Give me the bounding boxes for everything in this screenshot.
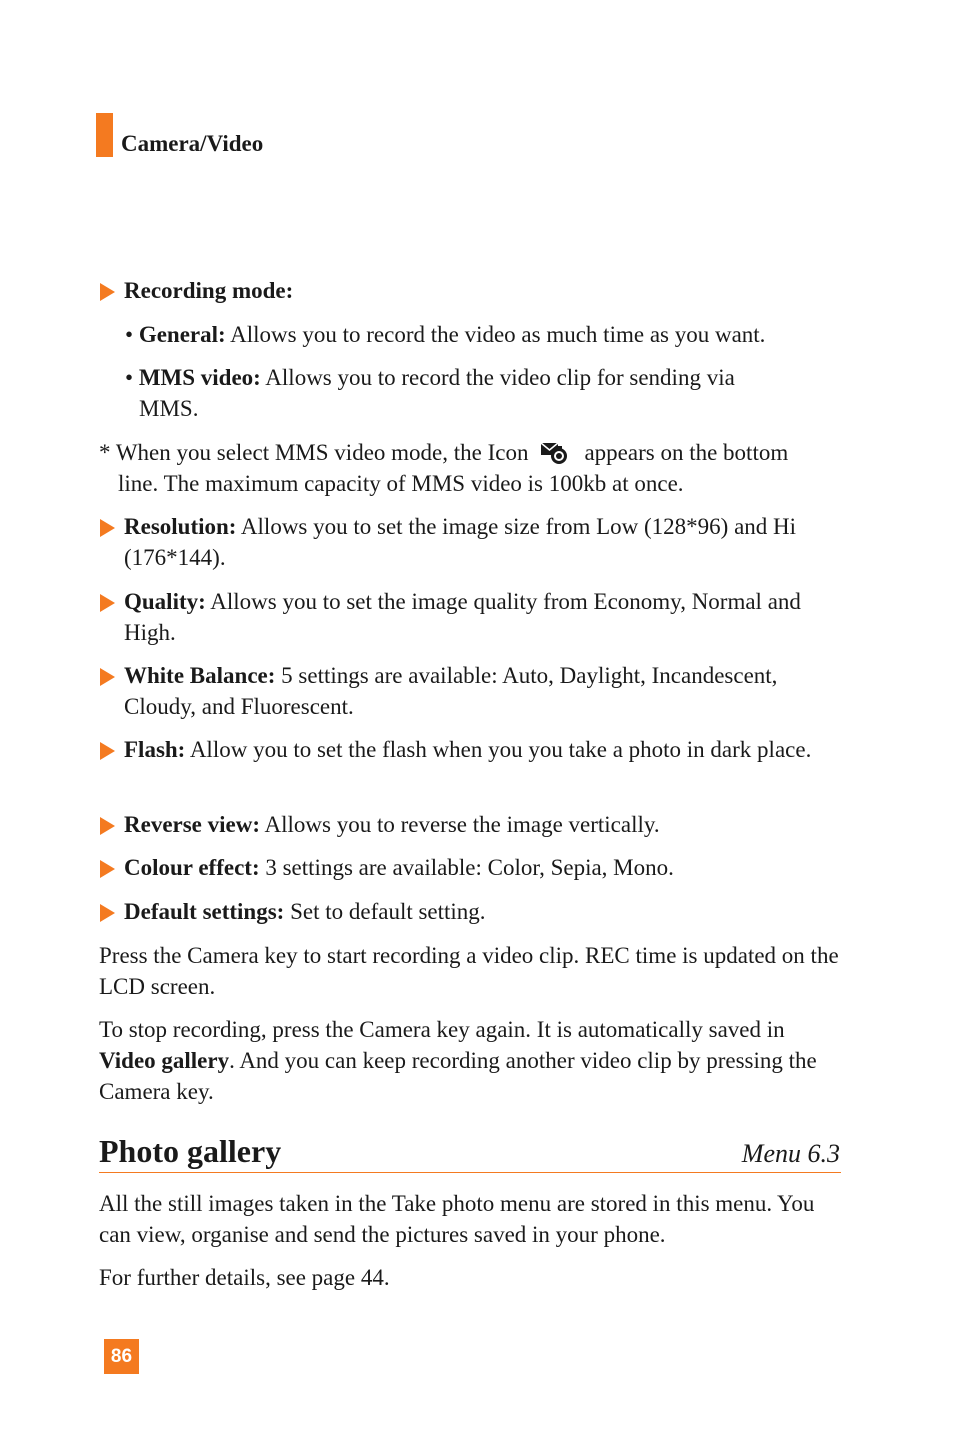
triangle-bullet-icon bbox=[100, 519, 115, 537]
colour-effect-item bbox=[124, 852, 836, 883]
item-text: 3 settings are available: Color, Sepia, Mono. bbox=[259, 855, 674, 880]
mms-note bbox=[99, 437, 844, 499]
note-text-a: * When you select MMS video mode, the Icon bbox=[99, 440, 529, 465]
recording-mode-label: Recording mode: bbox=[124, 278, 294, 303]
page-number: 86 bbox=[104, 1339, 139, 1374]
item-text: Set to default setting. bbox=[284, 899, 486, 924]
item-label: White Balance: bbox=[124, 663, 276, 688]
video-gallery-link-text: Video gallery bbox=[99, 1048, 230, 1073]
triangle-bullet-icon bbox=[100, 594, 115, 612]
item-label: Flash: bbox=[124, 737, 186, 762]
section-divider bbox=[99, 1172, 841, 1173]
mms-text-continued: MMS. bbox=[139, 396, 199, 421]
item-text: Allows you to set the image quality from Economy, Normal and High. bbox=[124, 589, 801, 645]
triangle-bullet-icon bbox=[100, 817, 115, 835]
recording-paragraph: Press the Camera key to start recording a video clip. REC time is updated on the LCD screen. bbox=[99, 943, 839, 999]
recording-mode-heading bbox=[124, 275, 836, 306]
item-text: 5 settings are available: Auto, Daylight, Incandescent, Cloudy, and Fluorescent. bbox=[124, 663, 778, 719]
item-text: Allows you to reverse the image vertically. bbox=[260, 812, 660, 837]
white-balance-item bbox=[124, 660, 836, 722]
section-title: Photo gallery bbox=[99, 1133, 282, 1169]
triangle-bullet-icon bbox=[100, 860, 115, 878]
default-settings-item bbox=[124, 896, 836, 927]
photo-gallery-description: All the still images taken in the Take photo menu are stored in this menu. You can view, organise and send the pictures saved in your phone. bbox=[99, 1191, 815, 1247]
item-text: Allows you to set the image size from Low (128*96) and Hi (176*144). bbox=[124, 514, 797, 570]
stop-recording-paragraph bbox=[99, 1014, 844, 1107]
item-label: Resolution: bbox=[124, 514, 237, 539]
note-text-line2: line. The maximum capacity of MMS video is 100kb at once. bbox=[118, 471, 684, 496]
item-text: Allow you to set the flash when you you take a photo in dark place. bbox=[185, 737, 812, 762]
para2-text-b: . And you can keep recording another video clip by pressing the Camera key. bbox=[99, 1048, 817, 1104]
section-menu-number: Menu 6.3 bbox=[741, 1139, 840, 1168]
general-label: General: bbox=[138, 322, 226, 347]
header-title: Camera/Video bbox=[121, 131, 264, 156]
mms-text: Allows you to record the video clip for sending via bbox=[260, 365, 735, 390]
quality-item bbox=[124, 586, 836, 648]
general-option: • General: Allows you to record the video as much time as you want. bbox=[125, 322, 766, 347]
item-label: Default settings: bbox=[124, 899, 285, 924]
mms-camera-icon bbox=[540, 440, 570, 466]
further-details-text: For further details, see page 44. bbox=[99, 1265, 390, 1290]
reverse-view-item bbox=[124, 809, 836, 840]
header-accent-bar bbox=[96, 113, 113, 157]
triangle-bullet-icon bbox=[100, 668, 115, 686]
triangle-bullet-icon bbox=[100, 904, 115, 922]
triangle-bullet-icon bbox=[100, 742, 115, 760]
resolution-item bbox=[124, 511, 836, 573]
flash-item bbox=[124, 734, 836, 765]
item-label: Colour effect: bbox=[124, 855, 260, 880]
mms-video-option: • MMS video: Allows you to record the video clip for sending via MMS. bbox=[125, 362, 825, 424]
general-text: Allows you to record the video as much time as you want. bbox=[225, 322, 766, 347]
para2-text-a: To stop recording, press the Camera key again. It is automatically saved in bbox=[99, 1017, 785, 1042]
item-label: Reverse view: bbox=[124, 812, 261, 837]
mms-label: MMS video: bbox=[138, 365, 261, 390]
item-label: Quality: bbox=[124, 589, 206, 614]
triangle-bullet-icon bbox=[100, 283, 115, 301]
note-text-b: appears on the bottom bbox=[584, 440, 789, 465]
